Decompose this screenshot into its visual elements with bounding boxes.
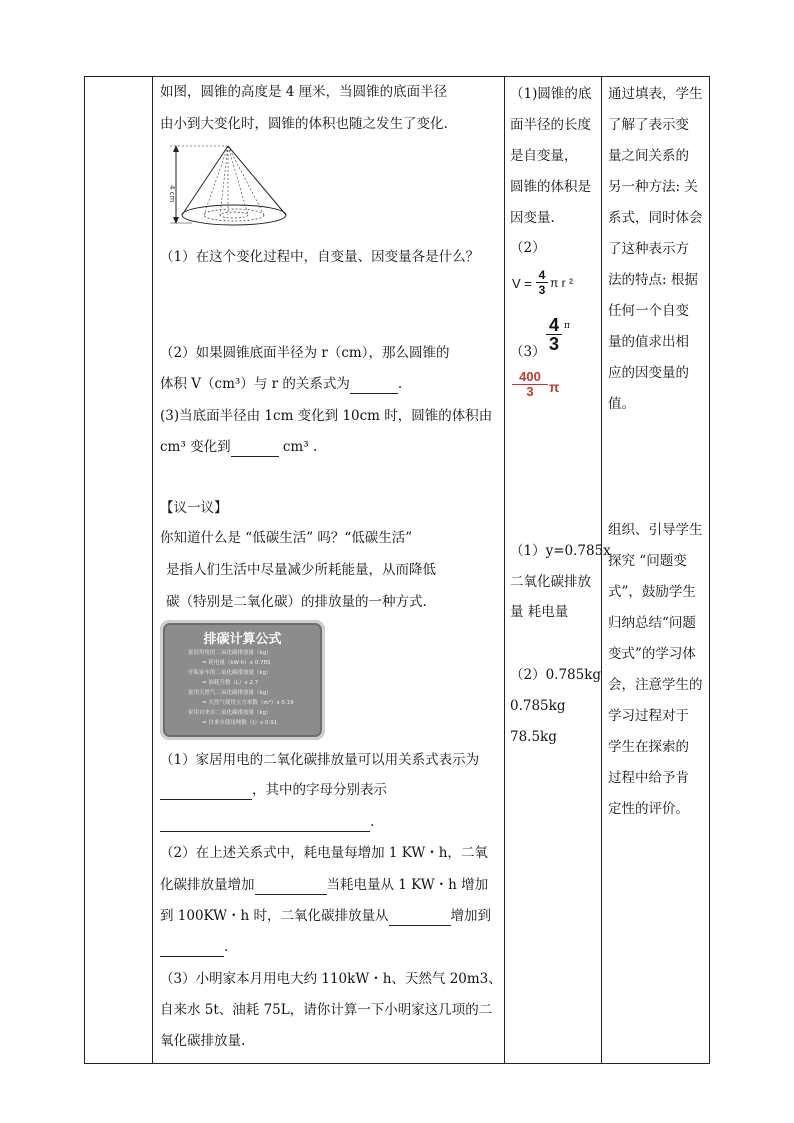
answer3-pi: π xyxy=(564,321,570,331)
table-top-border xyxy=(84,76,710,77)
height-label: 4 cm xyxy=(168,185,176,203)
answer2-line: （2）0.785kg xyxy=(510,667,602,683)
answer1-line: 面半径的长度 xyxy=(510,117,591,133)
note2-line: 探究 “问题变 xyxy=(608,553,687,569)
note1-line: 应的因变量的 xyxy=(608,365,689,381)
note2-line: 过程中给予肯 xyxy=(608,770,689,786)
formula-fraction xyxy=(536,268,548,297)
answer2-line: （1）y=0.785x xyxy=(510,543,611,559)
col-border-4 xyxy=(709,76,710,1064)
discuss-q2-line4 xyxy=(160,937,228,957)
note2-line: 学习过程对于 xyxy=(608,708,689,724)
discuss-p3: 碳（特别是二氧化碳）的排放量的一种方式. xyxy=(166,594,427,610)
note2-line: 变式”的学习体 xyxy=(608,646,696,662)
note1-line: 法的特点: 根据 xyxy=(608,272,698,288)
answer3b-fraction xyxy=(512,370,548,399)
cone-q2-text: 体积 V（cm³）与 r 的关系式为 xyxy=(160,376,350,392)
note1-line: 了解了表示变 xyxy=(608,117,689,133)
note1-line: 值。 xyxy=(608,396,635,412)
discuss-q1-line2 xyxy=(160,780,387,800)
answer2-line: 量 耗电量 xyxy=(510,604,569,620)
answer3b-pi: π xyxy=(549,380,560,395)
discuss-q1-text: ，其中的字母分别表示 xyxy=(252,782,387,798)
cone-figure xyxy=(162,143,302,229)
cone-q1: （1）在这个变化过程中，自变量、因变量各是什么？ xyxy=(160,249,480,265)
discuss-q2-line3 xyxy=(160,906,491,926)
cone-q3-line1: (3)当底面半径由 1cm 变化到 10cm 时，圆锥的体积由 xyxy=(160,408,493,424)
cone-q2-blank[interactable] xyxy=(350,379,398,394)
note1-line: 通过填表，学生 xyxy=(608,86,703,102)
answer2-label: （2） xyxy=(510,240,546,256)
formula-prefix: V = xyxy=(512,276,532,291)
formula-suffix: π r ² xyxy=(550,276,573,290)
cone-q2-line1: （2）如果圆锥底面半径为 r（cm），那么圆锥的 xyxy=(160,345,450,361)
cone-q3-end: cm³ . xyxy=(282,439,318,455)
cone-q2-end: . xyxy=(397,376,403,392)
sign-line: 家居用电的二氧化碳排放量（kg） xyxy=(188,650,272,656)
discuss-q1-line1: （1）家居用电的二氧化碳排放量可以用关系式表示为 xyxy=(160,752,480,768)
note2-line: 组织、引导学生 xyxy=(608,522,703,538)
answer3-label: （3） xyxy=(510,344,546,360)
discuss-q2-line2 xyxy=(160,875,488,895)
note2-line: 归纳总结“问题 xyxy=(608,615,696,631)
sign-line: = 耗电量（kW·h）x 0.785 xyxy=(202,660,271,666)
fraction-den: 3 xyxy=(512,384,548,399)
sign-line: = 天然气使用立方米数（m³）x 0.19 xyxy=(202,700,294,706)
fraction-num: 400 xyxy=(519,369,541,384)
col-border-2 xyxy=(504,76,505,1064)
discuss-q2-line1: （2）在上述关系式中，耗电量每增加 1 KW・h，二氧 xyxy=(160,845,488,861)
discuss-q1-line3 xyxy=(160,812,374,832)
table-bottom-border xyxy=(84,1063,710,1064)
note2-line: 式”，鼓励学生 xyxy=(608,584,696,600)
answer1-line: 圆锥的体积是 xyxy=(510,179,591,195)
answer1-line: （1)圆锥的底 xyxy=(510,86,592,102)
carbon-formula-sign xyxy=(160,620,325,740)
discuss-q2-blank2[interactable] xyxy=(389,911,451,926)
discuss-p1: 你知道什么是 “低碳生活” 吗？“低碳生活” xyxy=(160,530,413,546)
discuss-p2: 是指人们生活中尽量减少所耗能量，从而降低 xyxy=(166,562,436,578)
note1-line: 了这种表示方 xyxy=(608,241,689,257)
fraction-num: 4 xyxy=(538,268,546,282)
cone-q3-text: cm³ 变化到 xyxy=(160,439,231,455)
note1-line: 量之间关系的 xyxy=(608,148,689,164)
answer1-line: 是自变量， xyxy=(510,148,578,164)
sign-line: 家用自来水二氧化碳排放量（kg） xyxy=(188,710,272,716)
col-border-1 xyxy=(152,76,153,1064)
note2-line: 学生在探索的 xyxy=(608,739,689,755)
sign-line: = 油耗升数（L）x 2.7 xyxy=(202,680,259,686)
note1-line: 量的值求出相 xyxy=(608,334,689,350)
fraction-num: 4 xyxy=(548,315,559,335)
answer3-fraction xyxy=(546,316,562,353)
discuss-q2-blank3[interactable] xyxy=(160,942,224,957)
note1-line: 任何一个自变 xyxy=(608,303,689,319)
discuss-q1-blank1[interactable] xyxy=(160,785,252,800)
sign-title: 排碳计算公式 xyxy=(203,632,282,647)
discuss-q1-end: . xyxy=(370,814,375,830)
sign-line: 家用天然气二氧化碳排放量（kg） xyxy=(188,690,272,696)
discuss-q3-line1: （3）小明家本月用电大约 110kW・h、天然气 20m3、 xyxy=(160,971,502,987)
discuss-q3-line3: 氧化碳排放量. xyxy=(160,1033,246,1049)
discuss-q1-blank2[interactable] xyxy=(160,817,370,832)
answer2-line: 78.5kg xyxy=(510,729,557,745)
col-border-3 xyxy=(601,76,602,1064)
discuss-q2-text-c: 到 100KW・h 时，二氧化碳排放量从 xyxy=(160,908,389,924)
discuss-q2-text-a: 化碳排放量增加 xyxy=(160,877,255,893)
cone-intro-line2: 由小到大变化时，圆锥的体积也随之发生了变化. xyxy=(160,116,448,132)
discuss-heading: 【议一议】 xyxy=(160,500,228,516)
discuss-q2-text-d: 增加到 xyxy=(450,908,492,924)
fraction-den: 3 xyxy=(546,334,562,353)
discuss-q2-end: . xyxy=(224,939,229,955)
sign-line: 开私家车的二氧化碳排放量（kg） xyxy=(188,670,272,676)
cone-q3-line2 xyxy=(160,437,317,457)
cone-q2-line2 xyxy=(160,374,402,394)
note2-line: 定性的评价。 xyxy=(608,801,689,817)
answer2-line: 二氧化碳排放 xyxy=(510,574,591,590)
sign-line: = 自来水使用吨数（t）x 0.91 xyxy=(202,720,278,726)
answer2-line: 0.785kg xyxy=(510,698,566,714)
discuss-q3-line2: 自来水 5t、油耗 75L，请你计算一下小明家这几项的二 xyxy=(160,1002,493,1018)
answer1-line: 因变量. xyxy=(510,210,555,226)
cone-q3-blank[interactable] xyxy=(231,442,279,457)
cone-intro-line1: 如图，圆锥的高度是 4 厘米，当圆锥的底面半径 xyxy=(160,84,448,100)
note1-line: 系式，同时体会 xyxy=(608,210,703,226)
col-border-0 xyxy=(84,76,85,1064)
note2-line: 会，注意学生的 xyxy=(608,677,703,693)
discuss-q2-text-b: 当耗电量从 1 KW・h 增加 xyxy=(326,877,489,893)
discuss-q2-blank1[interactable] xyxy=(255,880,327,895)
fraction-den: 3 xyxy=(536,282,548,297)
note1-line: 另一种方法: 关 xyxy=(608,179,698,195)
